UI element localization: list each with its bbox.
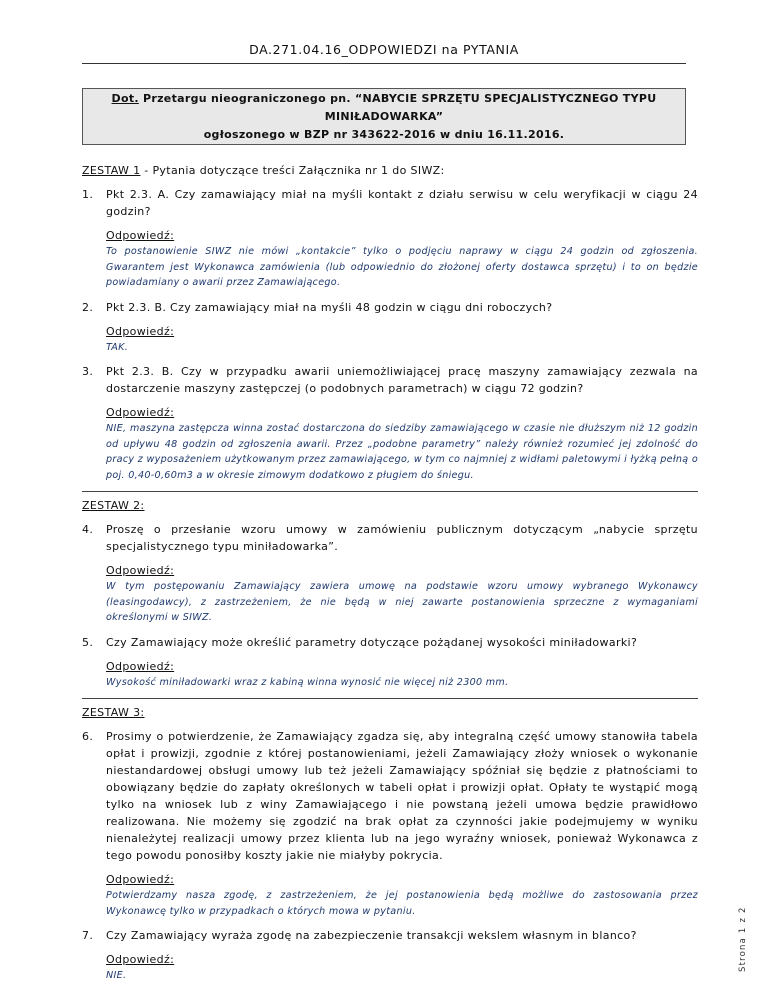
answer-text: Potwierdzamy nasza zgodę, z zastrzeżeniem, że jej postanowienia będą możliwe do zastosowania przez Wykonawcę tylko w przypadkach o których mowa w pytaniu. [106,890,698,917]
subject-box [82,88,686,145]
answer-3 [106,405,698,483]
question-4: 4. Proszę o przesłanie wzoru umowy w zamówieniu publicznym dotyczącym „nabycie sprzętu specjalistycznego typu miniładowarka”. [82,523,698,553]
document-body [82,162,698,992]
answer-label: Odpowiedź: [106,406,175,419]
subject-line-2: ogłoszonego w BZP nr 343622-2016 w dniu 16.11.2016. [203,127,565,141]
answer-text: TAK. [106,341,129,353]
answer-5 [106,659,698,691]
answer-label: Odpowiedź: [106,324,175,338]
document-header: DA.271.04.16_ODPOWIEDZI na PYTANIA [249,42,519,57]
answer-text: NIE, maszyna zastępcza winna zostać dostarczona do siedziby zamawiającego w czasie nie dłuższym niż 12 godzin od upływu 48 godzin od zgłoszenia awarii. Przez „podobne parametry” należy również rozumieć jej zdolność do pracy z wyposażeniem użytkowanym przez zamawiającego, w tym co najmniej z widłami paletowymi i łyżką pełną o poj. 0,40-0,60m3 a w okresie zimowym dodatkowo z pługiem do śniegu. [106,423,698,481]
question-7: 7. Czy Zamawiający wyraża zgodę na zabezpieczenie transakcji wekslem własnym in blanco? [82,929,637,942]
answer-label: Odpowiedź: [106,564,175,577]
answer-text: Wysokość miniładowarki wraz z kabiną winna wynosić nie więcej niż 2300 mm. [106,676,509,688]
page-number-vertical [738,862,750,982]
set-2-title: ZESTAW 2: [82,499,145,512]
set-3-title: ZESTAW 3: [82,706,145,719]
answer-text: W tym postępowaniu Zamawiający zawiera umowę na podstawie wzoru umowy wybranego Wykonawcy (leasingodawcy), z zastrzeżeniem, że nie będą w niej zawarte postanowienia sprzeczne z wymaganiami określonymi w SIWZ. [106,581,698,623]
page-number-text: Strona 1 z 2 [738,906,748,972]
section-divider [82,491,698,492]
answer-2 [106,324,698,356]
answer-label: Odpowiedź: [106,953,175,966]
answer-1 [106,228,698,291]
subject-prefix: Dot. [111,91,139,105]
answer-6 [106,872,698,919]
answer-label: Odpowiedź: [106,873,175,886]
header-divider [82,63,686,64]
question-6: 6. Prosimy o potwierdzenie, że Zamawiający zgadza się, aby integralną część umowy stanowiła tabela opłat i prowizji, zgodnie z której postanowieniami, jeżeli Zamawiający złoży wniosek o wykonanie niestandardowej obsługi umowy lub też jeżeli Zamawiający spóźniał się będzie z płatnościami to obowiązany będzie do zapłaty określonych w tabeli opłat i prowizji opłat. Opłaty te wystąpić mogą tylko na wniosek lub z winy Zamawiającego i nie powstaną jeżeli umowa będzie prawidłowo realizowana. Nie możemy się zgodzić na brak opłat za czynności jakie podejmujemy w wyniku nienależytej realizacji umowy przez klienta lub na jego wyraźny wniosek, ponieważ Wykonawca z tego powodu ponosiłby koszty jakie nie miałyby pokrycia. [82,730,698,862]
answer-text: To postanowienie SIWZ nie mówi „kontakcie” tylko o podjęciu naprawy w ciągu 24 godzin od zgłoszenia. Gwarantem jest Wykonawca zamówienia (lub odpowiednio do złożonej oferty dostawca sprzętu) i to on będzie powiadamiany o awarii przez Zamawiającego. [106,246,698,288]
question-5: 5. Czy Zamawiający może określić parametry dotyczące pożądanej wysokości miniładowarki? [82,635,638,649]
question-3: 3. Pkt 2.3. B. Czy w przypadku awarii uniemożliwiającej pracę maszyny zamawiający zezwala na dostarczenie maszyny zastępczej (o podobnych parametrach) w ciągu 72 godzin? [82,365,698,395]
answer-label: Odpowiedź: [106,229,175,242]
subject-title: Przetargu nieograniczonego pn. “NABYCIE SPRZĘTU SPECJALISTYCZNEGO TYPU MINIŁADOWARKA” [143,91,657,123]
answer-label: Odpowiedź: [106,659,175,673]
subject-line-1 [83,90,685,126]
question-2: 2. Pkt 2.3. B. Czy zamawiający miał na myśli 48 godzin w ciągu dni roboczych? [82,300,553,314]
section-divider [82,698,698,699]
answer-text: NIE. [106,970,127,981]
set-1-title: ZESTAW 1 - Pytania dotyczące treści Załącznika nr 1 do SIWZ: [82,164,445,177]
question-1: 1. Pkt 2.3. A. Czy zamawiający miał na myśli kontakt z działu serwisu w celu weryfikacji w ciągu 24 godzin? [82,188,698,218]
answer-7 [106,952,698,984]
answer-4 [106,563,698,626]
